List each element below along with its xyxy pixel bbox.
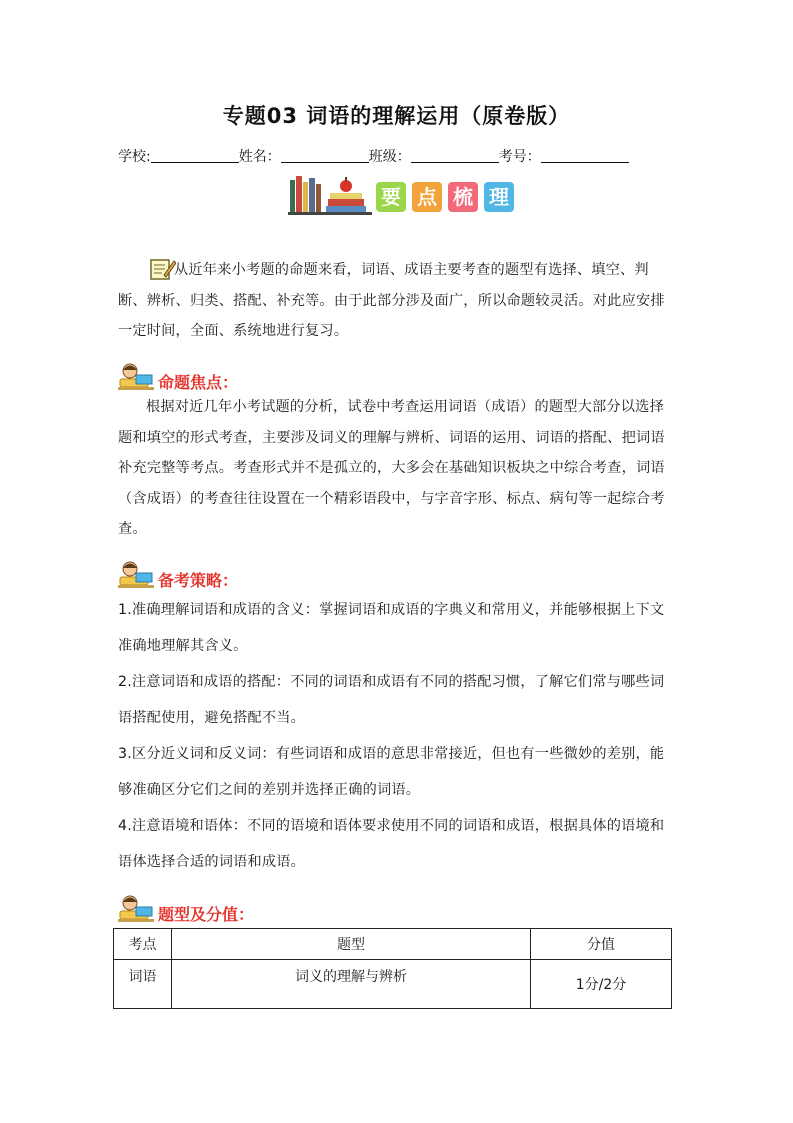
strategy-heading-label: 备考策略： [158,571,239,590]
strategy-item-3: 3.区分近义词和反义词：有些词语和成语的意思非常接近，但也有一些微妙的差别，能够准确区分它们之间的差别并选择正确的词语。 [118,746,665,798]
banner-char-1: 要 [376,182,406,212]
page-title: 专题03 词语的理解运用（原卷版） [222,104,571,128]
school-blank[interactable] [151,148,239,163]
table-cell: 词语 [114,960,172,1009]
school-label: 学校: [118,149,151,165]
score-heading-label: 题型及分值： [158,905,255,924]
student-reading-icon [118,560,156,590]
key-points-banner [288,172,528,218]
books-apple-icon [288,172,372,218]
banner-char-4: 理 [484,182,514,212]
student-reading-icon [118,362,156,392]
table-row [114,960,672,1009]
table-cell: 词义的理解与辨析 [172,960,531,1009]
score-table [113,928,672,1009]
strategy-item-4: 4.注意语境和语体：不同的语境和语体要求使用不同的词语和成语，根据具体的语境和语体选择合适的词语和成语。 [118,818,665,870]
name-label: 姓名： [238,149,281,165]
class-label: 班级： [368,149,411,165]
student-info-line [118,146,629,166]
table-header-row [114,929,672,960]
focus-paragraph: 根据对近几年小考试题的分析，试卷中考查运用词语（成语）的题型大部分以选择题和填空的形式考查，主要涉及词义的理解与辨析、词语的运用、词语的搭配、把词语补充完整等考点。考查形式并不是孤立的，大多会在基础知识板块之中综合考查，词语（含成语）的考查往往设置在一个精彩语段中，与字音字形、标点、病句等一起综合考查。 [118,399,665,537]
table-cell: 1分/2分 [531,960,672,1009]
name-blank[interactable] [281,148,369,163]
exam-no-blank[interactable] [541,148,629,163]
intro-paragraph: 从近年来小考题的命题来看，词语、成语主要考查的题型有选择、填空、判断、辨析、归类、搭配、补充等。由于此部分涉及面广，所以命题较灵活。对此应安排一定时间，全面、系统地进行复习。 [118,262,665,339]
student-reading-icon [118,894,156,924]
strategy-item-2: 2.注意词语和成语的搭配：不同的词语和成语有不同的搭配习惯，了解它们常与哪些词语搭配使用，避免搭配不当。 [118,674,665,726]
strategy-item-1: 1.准确理解词语和成语的含义：掌握词语和成语的字典义和常用义，并能够根据上下文准确地理解其含义。 [118,602,665,654]
focus-heading-label: 命题焦点： [158,373,239,392]
header-cell: 考点 [114,929,172,960]
class-blank[interactable] [411,148,499,163]
banner-char-3: 梳 [448,182,478,212]
exam-no-label: 考号： [498,149,541,165]
header-cell: 分值 [531,929,672,960]
header-cell: 题型 [172,929,531,960]
banner-char-2: 点 [412,182,442,212]
